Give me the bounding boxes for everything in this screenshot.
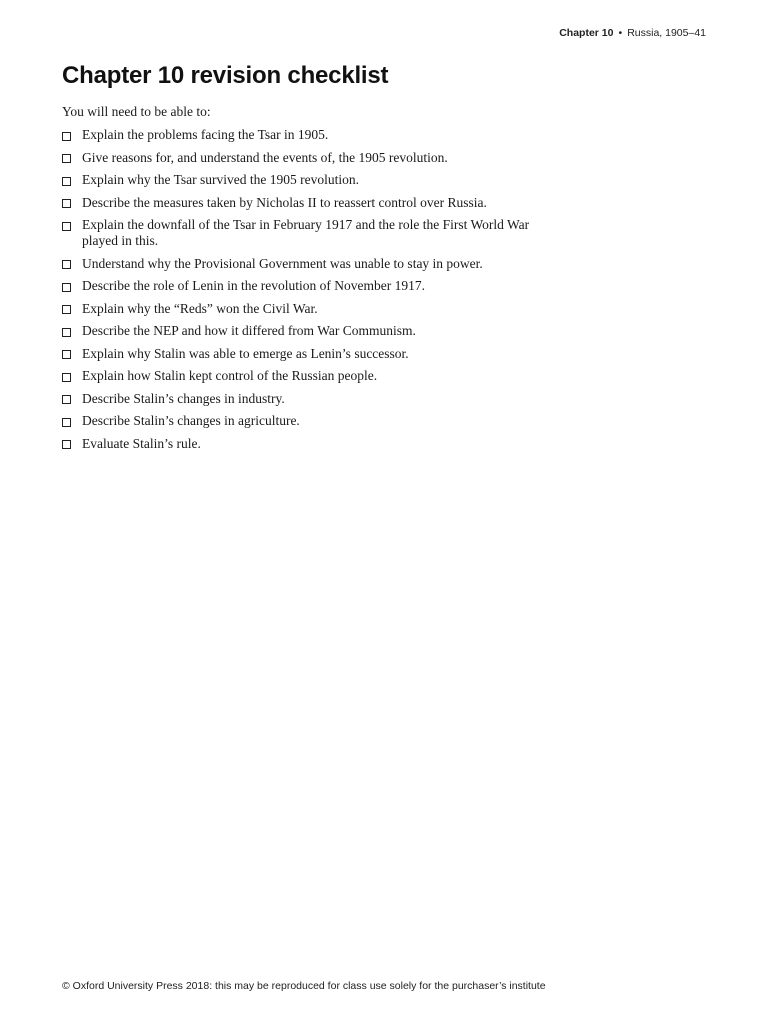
- checklist-item-text: Describe the measures taken by Nicholas II to reassert control over Russia.: [82, 194, 487, 210]
- checklist-item: [62, 413, 532, 429]
- intro-text: You will need to be able to:: [62, 104, 211, 119]
- checklist-item-text: Explain the problems facing the Tsar in 1905.: [82, 127, 329, 142]
- checklist-item-text: Evaluate Stalin’s rule.: [82, 435, 201, 451]
- checkbox-icon[interactable]: [62, 350, 71, 359]
- checklist-item-text: Describe the role of Lenin in the revolution of November 1917.: [82, 278, 426, 293]
- checkbox-icon[interactable]: [62, 132, 71, 141]
- checkbox-icon[interactable]: [62, 373, 71, 382]
- checkbox-icon[interactable]: [62, 260, 71, 269]
- checklist-item-text: Give reasons for, and understand the events of, the 1905 revolution.: [82, 149, 448, 165]
- checklist-item-text: Understand why the Provisional Government was unable to stay in power.: [82, 255, 483, 271]
- revision-checklist: [62, 127, 532, 458]
- checklist-item-text: Describe Stalin’s changes in agriculture.: [82, 413, 300, 428]
- header-chapter: Chapter 10: [559, 27, 614, 39]
- checklist-item: [62, 346, 532, 362]
- checklist-item: [62, 256, 532, 272]
- page-title: Chapter 10 revision checklist: [62, 62, 389, 89]
- checklist-item-text: Explain how Stalin kept control of the Russian people.: [82, 368, 378, 383]
- checkbox-icon[interactable]: [62, 199, 71, 208]
- checklist-item-text: Explain why the “Reds” won the Civil War.: [82, 300, 318, 316]
- checklist-item-text: Explain why the Tsar survived the 1905 revolution.: [82, 172, 360, 187]
- header-separator: •: [618, 27, 623, 39]
- checklist-item: [62, 127, 532, 143]
- checklist-item-text: Describe Stalin’s changes in industry.: [82, 390, 285, 406]
- copyright-footer: © Oxford University Press 2018: this may be reproduced for class use solely for the purchaser’s institute: [62, 980, 546, 992]
- checklist-item: [62, 195, 532, 211]
- checklist-item-text: Explain the downfall of the Tsar in February 1917 and the role the First World War played in this.: [82, 217, 530, 248]
- checkbox-icon[interactable]: [62, 440, 71, 449]
- checklist-item-text: Describe the NEP and how it differed from War Communism.: [82, 323, 416, 338]
- checkbox-icon[interactable]: [62, 177, 71, 186]
- checklist-item-text: Explain why Stalin was able to emerge as Lenin’s successor.: [82, 345, 409, 361]
- checklist-item: [62, 172, 532, 188]
- checkbox-icon[interactable]: [62, 222, 71, 231]
- checklist-item: [62, 368, 532, 384]
- checklist-item: [62, 391, 532, 407]
- checklist-item: [62, 150, 532, 166]
- checklist-item: [62, 278, 532, 294]
- checkbox-icon[interactable]: [62, 154, 71, 163]
- checklist-item: [62, 301, 532, 317]
- checklist-item: [62, 323, 532, 339]
- checkbox-icon[interactable]: [62, 328, 71, 337]
- checkbox-icon[interactable]: [62, 305, 71, 314]
- checkbox-icon[interactable]: [62, 395, 71, 404]
- checkbox-icon[interactable]: [62, 418, 71, 427]
- header-subtitle: Russia, 1905–41: [627, 27, 706, 39]
- checklist-item: [62, 217, 532, 249]
- checklist-item: [62, 436, 532, 452]
- checkbox-icon[interactable]: [62, 283, 71, 292]
- running-header: [559, 27, 706, 39]
